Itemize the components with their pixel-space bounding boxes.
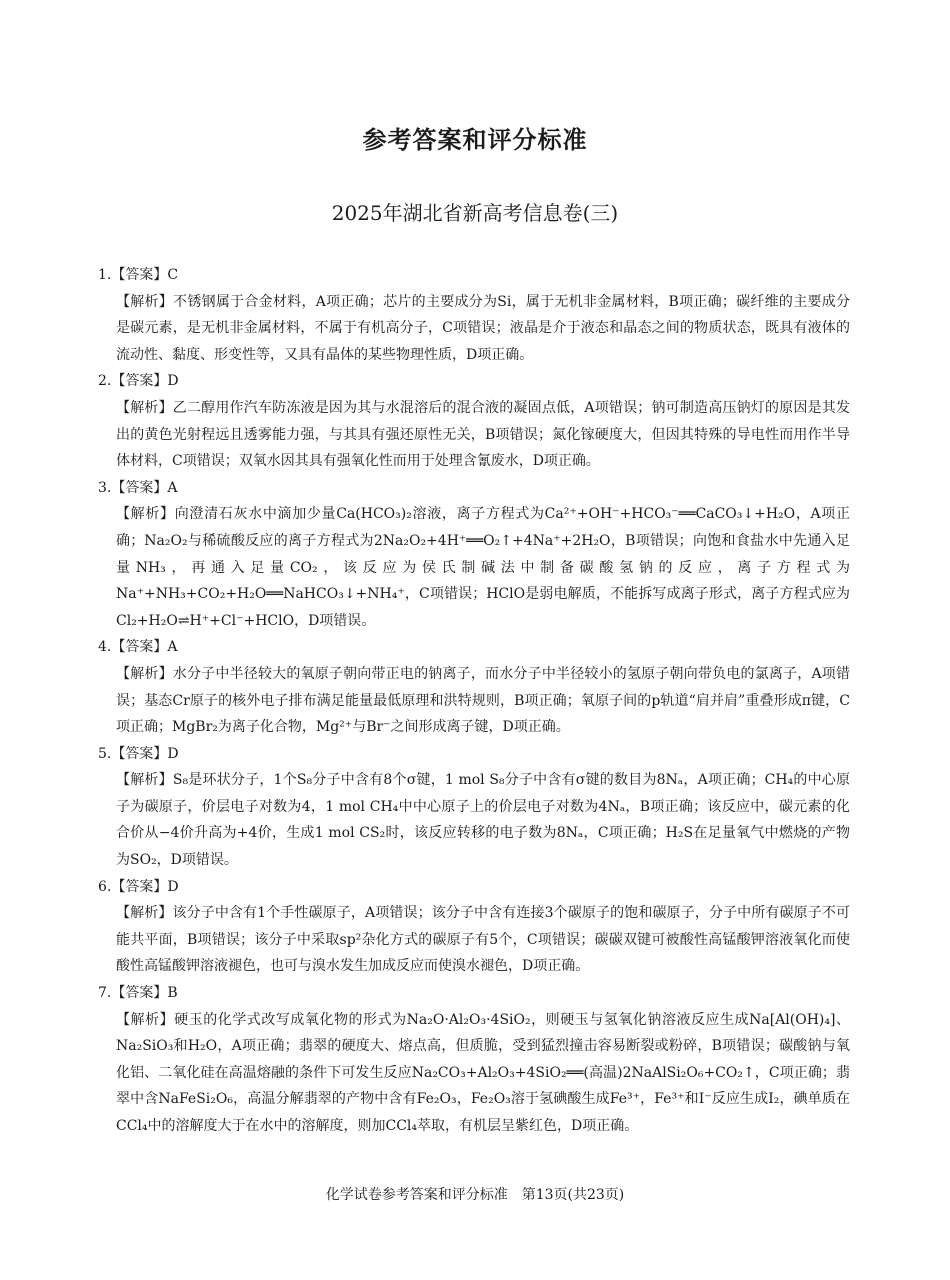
answer-label: 4.【答案】A — [98, 639, 178, 656]
answer-label: 5.【答案】D — [98, 745, 179, 762]
page-title: 参考答案和评分标准 — [362, 126, 588, 154]
answer-label: 1.【答案】C — [98, 267, 179, 283]
answer-explanation: 【解析】向澄清石灰水中滴加少量Ca(HCO₃)₂溶液，离子方程式为Ca²⁺+OH⁻+HCO₃⁻══CaCO₃↓+H₂O，A项正确；Na₂O₂与稀硫酸反应的离子方程式为2Na₂O₂+4H⁺══O₂↑+4Na⁺+2H₂O，B项错误；向饱和食盐水中先通入足量NH₃，再通入足量CO₂，该反应为侯氏制碱法中制备碳酸氢钠的反应，离子方程式为Na⁺+NH₃+CO₂+H₂O══NaHCO₃↓+NH₄⁺，C项错误；HClO是弱电解质，不能拆写成离子形式，离子方程式应为Cl₂+H₂O⇌H⁺+Cl⁻+HClO，D项错误。 — [116, 506, 850, 629]
answer-label: 7.【答案】B — [98, 985, 178, 1002]
answer-label: 3.【答案】A — [98, 479, 178, 496]
answer-explanation: 【解析】该分子中含有1个手性碳原子，A项错误；该分子中含有连接3个碳原子的饱和碳原子，分子中所有碳原子不可能共平面，B项错误；该分子中采取sp²杂化方式的碳原子有5个，C项错误；碳碳双键可被酸性高锰酸钾溶液氧化而使酸性高锰酸钾溶液褪色，也可与溴水发生加成反应而使溴水褪色，D项正确。 — [116, 905, 850, 975]
page-subtitle: 2025年湖北省新高考信息卷(三) — [331, 201, 619, 225]
question-4 — [98, 634, 850, 740]
answer-label: 2.【答案】D — [98, 373, 179, 390]
question-7 — [98, 980, 850, 1140]
answer-explanation: 【解析】硬玉的化学式改写成氧化物的形式为Na₂O·Al₂O₃·4SiO₂，则硬玉与氢氧化钠溶液反应生成Na[Al(OH)₄]、Na₂SiO₃和H₂O，A项正确；翡翠的硬度大、熔点高，但质脆，受到猛烈撞击容易断裂或粉碎，B项错误；碳酸钠与氧化铝、二氧化硅在高温熔融的条件下可发生反应Na₂CO₃+Al₂O₃+4SiO₂══(高温)2NaAlSi₂O₆+CO₂↑，C项正确；翡翠中含NaFeSi₂O₆，高温分解翡翠的产物中含有Fe₂O₃，Fe₂O₃溶于氢碘酸生成Fe³⁺，Fe³⁺和I⁻反应生成I₂，碘单质在CCl₄中的溶解度大于在水中的溶解度，则加CCl₄萃取，有机层呈紫红色，D项正确。 — [116, 1011, 850, 1134]
question-6 — [98, 874, 850, 980]
question-1 — [98, 262, 850, 368]
question-2 — [98, 368, 850, 474]
answer-explanation: 【解析】水分子中半径较大的氧原子朝向带正电的钠离子，而水分子中半径较小的氢原子朝向带负电的氯离子，A项错误；基态Cr原子的核外电子排布满足能量最低原理和洪特规则，B项正确；氧原子间的p轨道“肩并肩”重叠形成π键，C项正确；MgBr₂为离子化合物，Mg²⁺与Br⁻之间形成离子键，D项正确。 — [116, 665, 850, 736]
question-3 — [98, 475, 850, 635]
answer-explanation: 【解析】S₈是环状分子，1个S₈分子中含有8个σ键，1 mol S₈分子中含有σ键的数目为8Nₐ，A项正确；CH₄的中心原子为碳原子，价层电子对数为4，1 mol CH₄中中心原子上的价层电子对数为4Nₐ，B项正确；该反应中，碳元素的化合价从−4价升高为+4价，生成1 mol CS₂时，该反应转移的电子数为8Nₐ，C项正确；H₂S在足量氧气中燃烧的产物为SO₂，D项错误。 — [116, 772, 850, 869]
answer-explanation: 【解析】乙二醇用作汽车防冻液是因为其与水混溶后的混合液的凝固点低，A项错误；钠可制造高压钠灯的原因是其发出的黄色光射程远且透雾能力强，与其具有强还原性无关，B项错误；氮化镓硬度大，但因其特殊的导电性而用作半导体材料，C项错误；双氧水因其具有强氧化性而用于处理含氰废水，D项正确。 — [116, 399, 850, 470]
page-footer: 化学试卷参考答案和评分标准 第13页(共23页) — [325, 1187, 625, 1203]
answer-explanation: 【解析】不锈钢属于合金材料，A项正确；芯片的主要成分为Si，属于无机非金属材料，B项正确；碳纤维的主要成分是碳元素，是无机非金属材料，不属于有机高分子，C项错误；液晶是介于液态和晶态之间的物质状态，既具有液体的流动性、黏度、形变性等，又具有晶体的某些物理性质，D项正确。 — [116, 293, 850, 363]
answer-list — [98, 262, 850, 1140]
answer-label: 6.【答案】D — [98, 878, 179, 895]
question-5 — [98, 741, 850, 874]
